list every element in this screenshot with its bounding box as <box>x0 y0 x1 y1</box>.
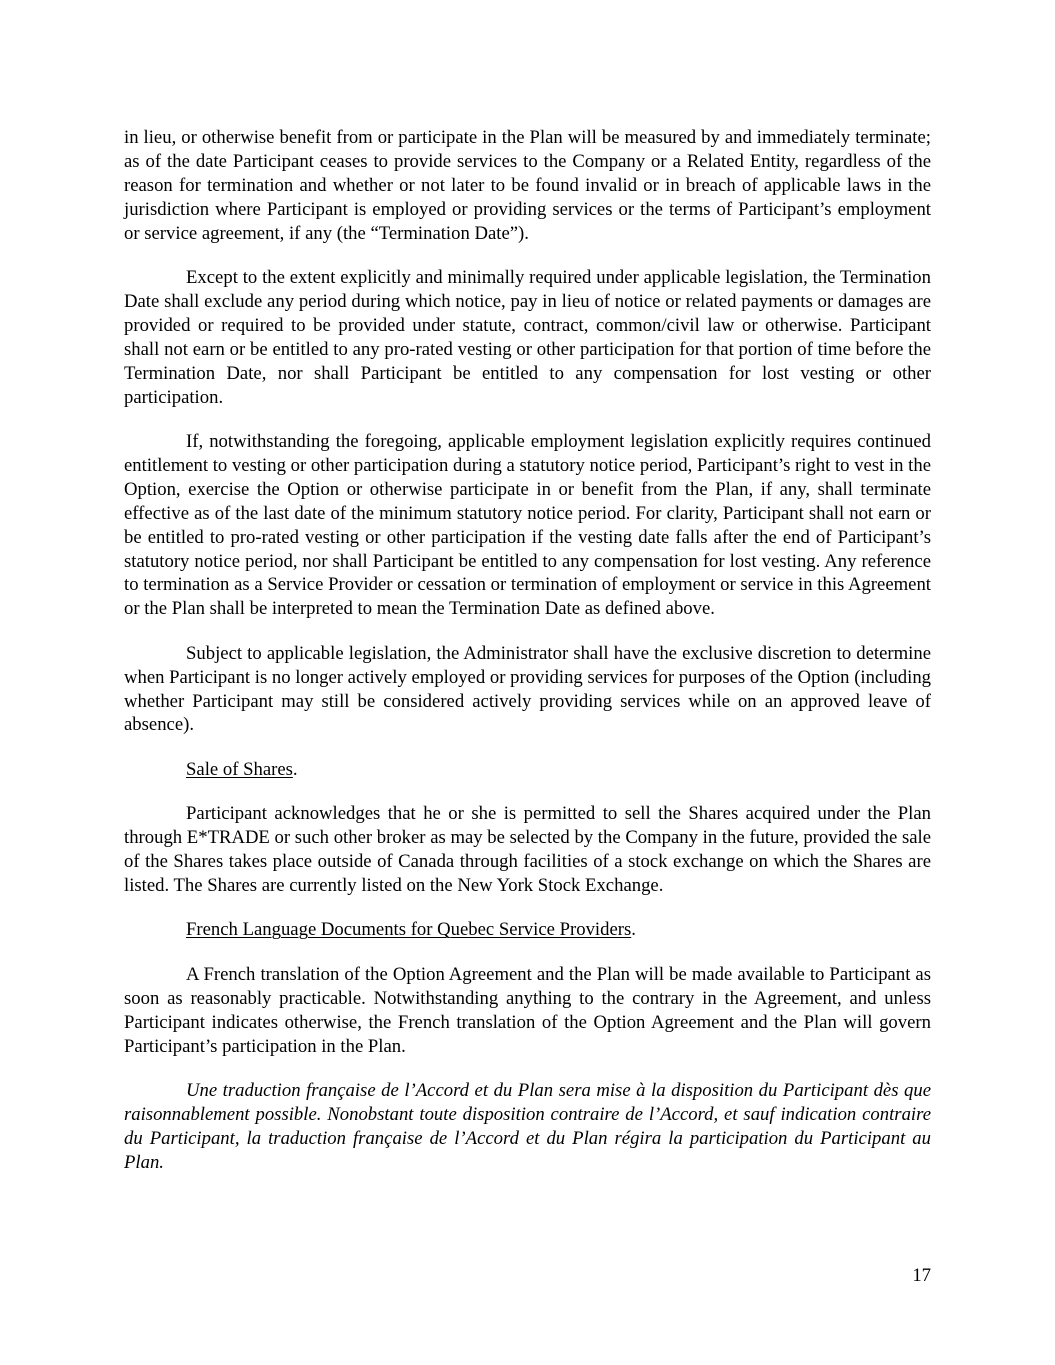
paragraph-administrator-discretion: Subject to applicable legislation, the Administrator shall have the exclusive discretion to determine when Participant is no longer actively employed or providing services for purposes of the Option (including whether Participant may still be considered actively providing services while on an approved leave of absence). <box>124 642 932 736</box>
paragraph-termination-date: in lieu, or otherwise benefit from or participate in the Plan will be measured by and immediately terminate; as of the date Participant ceases to provide services to the Company or a Related Entity, regardless of the reason for termination and whether or not later to be found invalid or in breach of applicable laws in the jurisdiction where Participant is employed or providing services or the terms of Participant’s employment or service agreement, if any (the “Termination Date”). <box>124 127 931 244</box>
paragraph-statutory-notice-period: If, notwithstanding the foregoing, applicable employment legislation explicitly requires continued entitlement to vesting or other participation during a statutory notice period, Participant’s right to vest in the Option, exercise the Option or otherwise participate in or benefit from the Plan, if any, shall terminate effective as of the last date of the minimum statutory notice period. For clarity, Participant shall not earn or be entitled to pro-rated vesting or other participation if the vesting date falls after the end of Participant’s statutory notice period, nor shall Participant be entitled to any compensation for lost vesting. Any reference to termination as a Service Provider or cessation or termination of employment or service in this Agreement or the Plan shall be interpreted to mean the Termination Date as defined above. <box>124 430 932 620</box>
section-heading-sale-of-shares <box>124 758 931 782</box>
paragraph-sale-of-shares: Participant acknowledges that he or she is permitted to sell the Shares acquired under the Plan through E*TRADE or such other broker as may be selected by the Company in the future, provided the sale of the Shares takes place outside of Canada through facilities of a stock exchange on which the Shares are listed. The Shares are currently listed on the New York Stock Exchange. <box>124 803 931 896</box>
paragraph-french-translation-french: Une traduction française de l’Accord et du Plan sera mise à la disposition du Participant dès que raisonnablement possible. Nonobstant toute disposition contraire de l’Accord, et sauf indication contraire du Participant, la traduction française de l’Accord et du Plan régira la participation du Participant au Plan. <box>124 1079 931 1173</box>
paragraph-french-translation-english: A French translation of the Option Agreement and the Plan will be made available to Participant as soon as reasonably practicable. Notwithstanding anything to the contrary in the Agreement, and unless Participant indicates otherwise, the French translation of the Option Agreement and the Plan will govern Participant’s participation in the Plan. <box>124 963 931 1057</box>
document-page <box>124 126 931 1195</box>
sale-of-shares-heading-punct: . <box>292 758 298 780</box>
french-language-heading-punct: . <box>631 919 636 941</box>
paragraph-notice-period-exclusion: Except to the extent explicitly and minimally required under applicable legislation, the Termination Date shall exclude any period during which notice, pay in lieu of notice or related payments or damages are provided or required to be provided under statute, contract, common/civil law or otherwise. Participant shall not earn or be entitled to any pro-rated vesting or other participation for that portion of time before the Termination Date, nor shall Participant be entitled to any compensation for lost vesting or other participation. <box>124 267 931 408</box>
section-heading-french-language <box>124 918 931 942</box>
page-number: 17 <box>912 1265 931 1286</box>
french-language-heading-text: French Language Documents for Quebec Service Providers <box>186 919 632 941</box>
sale-of-shares-heading-text: Sale of Shares <box>186 758 293 780</box>
